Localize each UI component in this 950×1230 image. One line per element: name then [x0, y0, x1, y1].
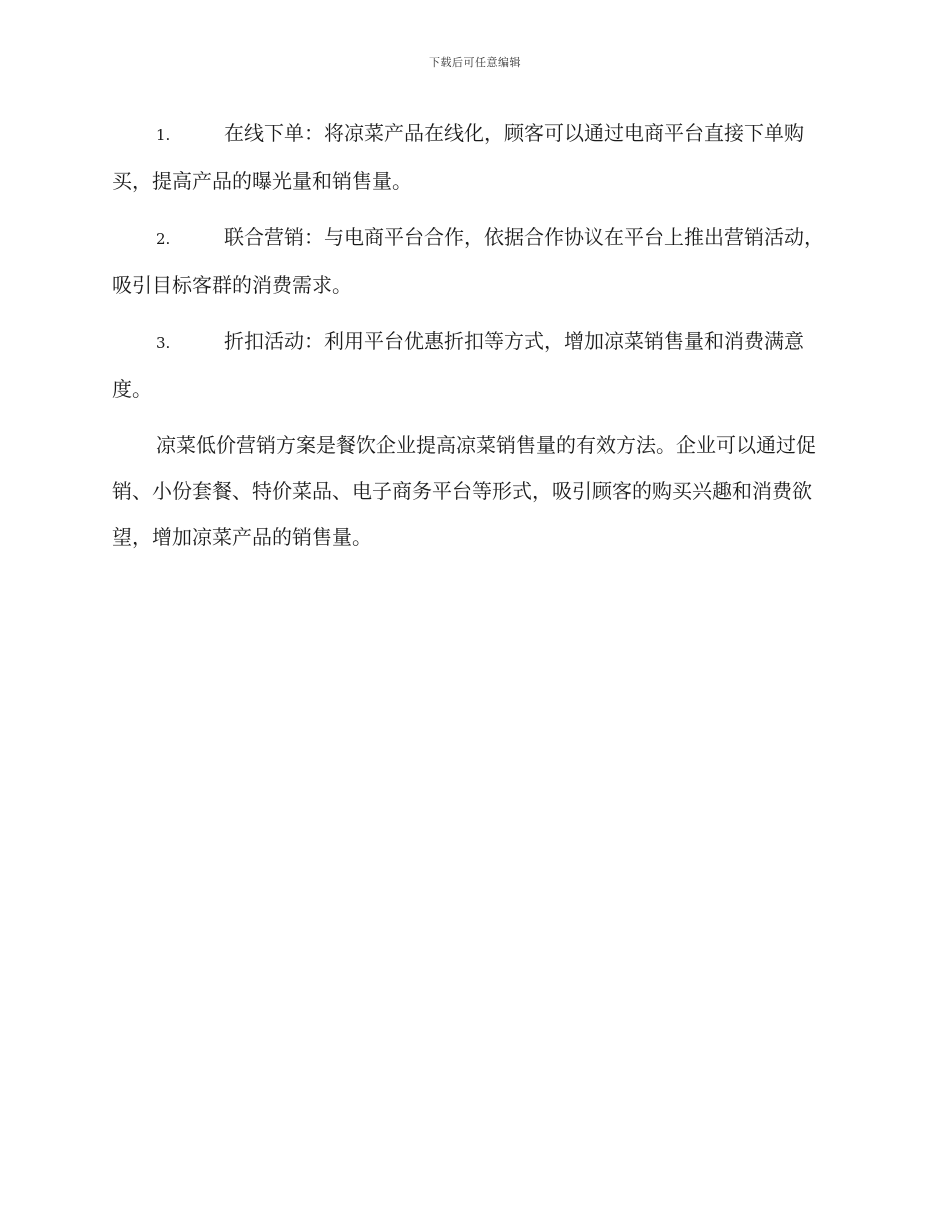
document-body — [112, 110, 834, 560]
list-item-number: 3. — [156, 334, 171, 352]
list-item-text: 在线下单：将凉菜产品在线化，顾客可以通过电商平台直接下单购买，提高产品的曝光量和销售量。 — [112, 121, 804, 193]
conclusion-paragraph: 凉菜低价营销方案是餐饮企业提高凉菜销售量的有效方法。企业可以通过促销、小份套餐、特价菜品、电子商务平台等形式，吸引顾客的购买兴趣和消费欲望，增加凉菜产品的销售量。 — [112, 433, 816, 549]
list-item-number: 2. — [156, 230, 171, 248]
list-item — [112, 318, 834, 412]
list-item — [112, 214, 834, 308]
page-header: 下载后可任意编辑 — [429, 56, 521, 69]
list-item-text: 联合营销：与电商平台合作，依据合作协议在平台上推出营销活动，吸引目标客群的消费需求。 — [112, 225, 824, 297]
list-item-text: 折扣活动：利用平台优惠折扣等方式，增加凉菜销售量和消费满意度。 — [112, 329, 804, 401]
list-item-number: 1. — [156, 126, 171, 144]
list-item — [112, 110, 834, 204]
